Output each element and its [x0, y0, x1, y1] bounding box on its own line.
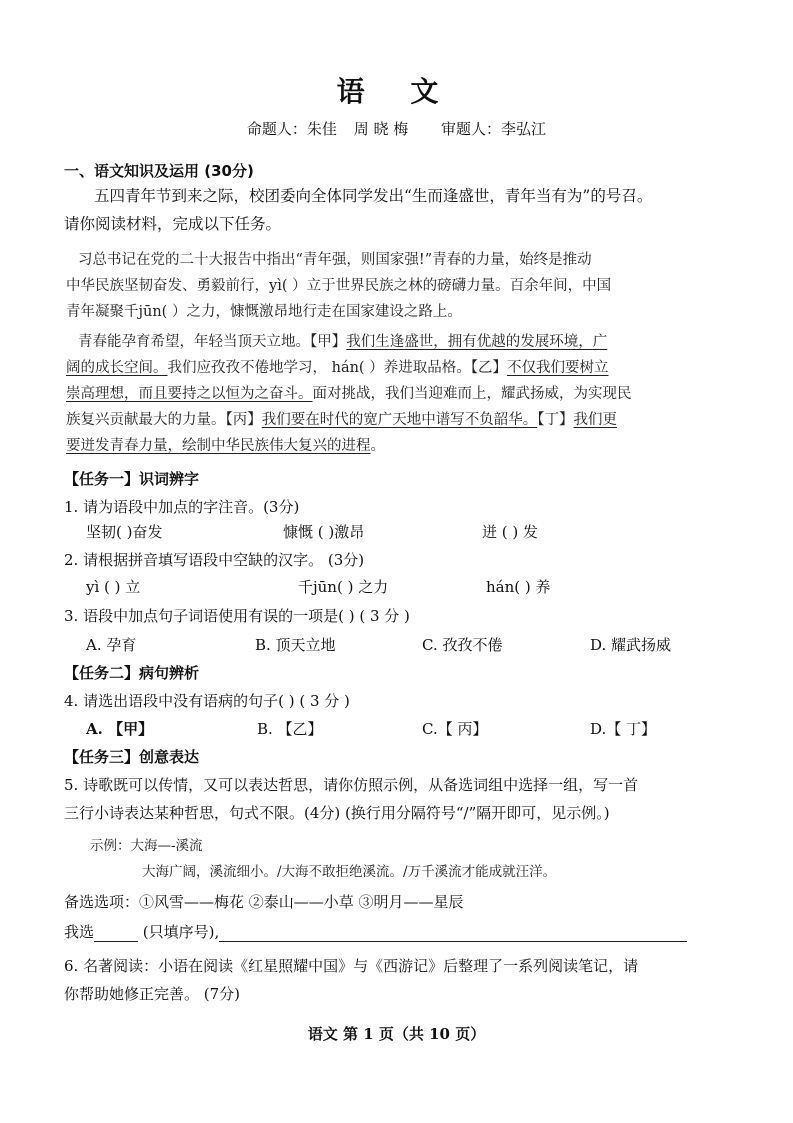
- question-5-line-1: 5. 诗歌既可以传情，又可以表达哲思，请你仿照示例，从备选词组中选择一组，写一首: [64, 776, 639, 794]
- q3-option-c: C. 孜孜不倦: [422, 636, 503, 654]
- choice-blank[interactable]: [94, 923, 138, 942]
- q1-item-c: 迸 ( ) 发: [482, 523, 539, 541]
- passage-text: 我们应孜孜不倦地学习， hán( ）养进取品格。【乙】: [167, 360, 507, 376]
- options-line: 备选选项：①风雪——梅花 ②泰山——小草 ③明月——星辰: [64, 893, 464, 911]
- passage-text: 族复兴贡献最大的力量。【丙】: [66, 412, 262, 428]
- q4-option-a: A. 【甲】: [86, 720, 154, 738]
- q2-item-a: yì ( ) 立: [86, 578, 141, 596]
- question-6-line-2: 你帮助她修正完善。 (7分): [64, 985, 241, 1003]
- setter-name: 命题人：朱佳: [246, 120, 337, 138]
- q1-item-b: 慷慨 ( )激昂: [283, 523, 365, 541]
- underlined-sentence-jia: 我们生逢盛世，拥有优越的发展环境，广: [346, 334, 608, 350]
- passage-line: 青年凝聚千jūn( ）之力，慷慨激昂地行走在国家建设之路上。: [66, 304, 462, 320]
- page-footer: 语文 第 1 页（共 10 页）: [307, 1025, 486, 1043]
- passage-line: [66, 434, 385, 455]
- authors-line: [0, 118, 793, 139]
- q4-option-d: D.【 丁】: [590, 720, 657, 738]
- passage-line: 习总书记在党的二十大报告中指出“青年强，则国家强!”青春的力量，始终是推动: [78, 252, 592, 268]
- passage-line: [78, 330, 607, 351]
- q3-option-d: D. 耀武扬威: [590, 636, 672, 654]
- passage-text: 青春能孕育希望，年轻当顶天立地。【甲】: [78, 334, 347, 350]
- passage-line: 中华民族坚韧奋发、勇毅前行，yì( ）立于世界民族之林的磅礴力量。百余年间，中国: [66, 278, 612, 294]
- choice-line: [64, 921, 687, 942]
- choice-label: 我选: [64, 923, 95, 941]
- example-label: 示例：大海—-溪流: [90, 838, 203, 854]
- task-heading: 【任务一】识词辨字: [64, 470, 200, 488]
- underlined-sentence-ding: 我们更: [573, 412, 617, 428]
- q2-item-c: hán( ) 养: [486, 578, 551, 596]
- poem-answer-line[interactable]: [219, 923, 687, 942]
- question-5-line-2: 三行小诗表达某种哲思，句式不限。(4分) (换行用分隔符号“/”隔开即可，见示例。): [64, 804, 610, 822]
- reviewer-name: 审题人：李弘江: [441, 120, 547, 138]
- question-4: 4. 请选出语段中没有语病的句子( ) ( 3 分 ): [64, 692, 350, 710]
- section-heading: 一、语文知识及运用 (30分): [64, 162, 254, 180]
- setter-name-2: 周 晓 梅: [353, 120, 409, 138]
- underlined-sentence-jia-end: 阔的成长空间。: [66, 360, 168, 376]
- task-heading: 【任务三】创意表达: [64, 748, 200, 766]
- q2-item-b: 千jūn( ) 之力: [298, 578, 389, 596]
- q4-option-c: C.【 丙】: [422, 720, 488, 738]
- q4-option-b: B. 【乙】: [257, 720, 323, 738]
- passage-text: 【丁】: [537, 412, 574, 428]
- question-2: 2. 请根据拼音填写语段中空缺的汉字。 (3分): [64, 551, 365, 569]
- question-1: 1. 请为语段中加点的字注音。(3分): [64, 498, 300, 516]
- underlined-sentence-bing: 我们要在时代的宽广天地中谱写不负韶华。: [261, 412, 538, 428]
- underlined-sentence-yi-end: 崇高理想，而且要持之以恒为之奋斗。: [66, 386, 313, 402]
- task-heading: 【任务二】病句辨析: [64, 664, 200, 682]
- page-title: 语 文: [336, 75, 457, 108]
- passage-line: [66, 408, 617, 429]
- question-6-line-1: 6. 名著阅读：小语在阅读《红星照耀中国》与《西游记》后整理了一系列阅读笔记，请: [64, 957, 639, 975]
- q3-option-a: A. 孕育: [86, 636, 137, 654]
- question-3: 3. 语段中加点句子词语使用有误的一项是( ) ( 3 分 ): [64, 607, 410, 625]
- underlined-sentence-ding-end: 要迸发青春力量，绘制中华民族伟大复兴的进程: [66, 438, 371, 454]
- q3-option-b: B. 顶天立地: [255, 636, 336, 654]
- intro-line-2: 请你阅读材料，完成以下任务。: [64, 215, 282, 233]
- q1-item-a: 坚韧( )奋发: [86, 523, 163, 541]
- passage-line: [66, 356, 608, 377]
- underlined-sentence-yi: 不仅我们要树立: [506, 360, 609, 376]
- choice-hint: (只填序号),: [138, 923, 220, 941]
- example-poem: 大海广阔，溪流细小。/大海不敢拒绝溪流。/万千溪流才能成就汪洋。: [142, 864, 557, 880]
- passage-text: 。: [370, 438, 385, 454]
- intro-line-1: 五四青年节到来之际，校团委向全体同学发出“生而逢盛世，青年当有为”的号召。: [94, 187, 653, 205]
- passage-text: 面对挑战，我们当迎难而上，耀武扬威，为实现民: [312, 386, 632, 402]
- passage-line: [66, 382, 632, 403]
